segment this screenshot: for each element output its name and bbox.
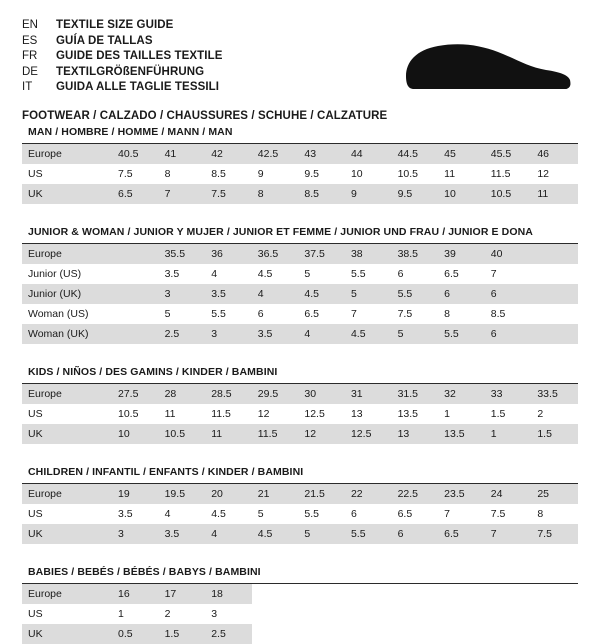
size-cell: 4 bbox=[205, 524, 252, 544]
size-cell: 9.5 bbox=[392, 184, 439, 204]
size-cell: 12.5 bbox=[345, 424, 392, 444]
size-cell: 22.5 bbox=[392, 484, 439, 504]
size-cell bbox=[112, 244, 159, 264]
size-cell bbox=[531, 264, 578, 284]
size-cell: 11.5 bbox=[252, 424, 299, 444]
size-cell: 33.5 bbox=[531, 384, 578, 404]
size-cell: 3.5 bbox=[159, 524, 206, 544]
row-label: UK bbox=[22, 184, 112, 204]
size-cell bbox=[345, 604, 392, 624]
language-code: IT bbox=[22, 81, 33, 93]
size-cell: 2 bbox=[164, 608, 171, 620]
size-cell: 5 bbox=[257, 508, 264, 520]
row-label: Europe bbox=[22, 584, 112, 604]
size-cell bbox=[345, 584, 392, 604]
language-row bbox=[22, 18, 223, 34]
language-title: GUIDA ALLE TAGLIE TESSILI bbox=[56, 81, 220, 93]
size-cell: 4.5 bbox=[257, 268, 273, 280]
size-cell bbox=[485, 584, 532, 604]
row-label: US bbox=[28, 168, 43, 180]
size-cell: 11 bbox=[531, 184, 578, 204]
size-cell: 6 bbox=[485, 324, 532, 344]
size-cell: 9.5 bbox=[304, 168, 319, 180]
size-cell: 10.5 bbox=[118, 408, 139, 420]
size-cell: 10.5 bbox=[397, 168, 418, 180]
size-cell: 9 bbox=[345, 184, 392, 204]
size-cell: 5.5 bbox=[211, 308, 226, 320]
size-cell bbox=[531, 604, 578, 624]
size-cell: 4.5 bbox=[211, 508, 226, 520]
size-table-babies bbox=[22, 584, 578, 644]
size-cell: 1 bbox=[444, 408, 450, 420]
size-cell: 36.5 bbox=[252, 244, 299, 264]
row-label: UK bbox=[22, 424, 112, 444]
size-cell: 36 bbox=[205, 244, 252, 264]
size-cell bbox=[531, 324, 578, 344]
size-cell: 19 bbox=[112, 484, 159, 504]
size-cell: 3 bbox=[112, 524, 159, 544]
size-cell bbox=[531, 624, 578, 644]
size-cell: 29.5 bbox=[252, 384, 299, 404]
size-cell: 4 bbox=[164, 508, 171, 520]
size-cell: 18 bbox=[205, 584, 252, 604]
size-cell: 27.5 bbox=[112, 384, 159, 404]
size-cell: 1.5 bbox=[159, 624, 206, 644]
group-kids bbox=[22, 366, 578, 444]
table-row bbox=[22, 384, 578, 404]
table-row bbox=[22, 184, 578, 204]
row-label: US bbox=[28, 608, 43, 620]
size-cell bbox=[392, 604, 439, 624]
language-row bbox=[22, 34, 223, 50]
size-cell: 44 bbox=[345, 144, 392, 164]
size-cell: 8 bbox=[164, 168, 171, 180]
size-cell: 32 bbox=[438, 384, 485, 404]
size-cell: 10.5 bbox=[159, 424, 206, 444]
size-cell: 24 bbox=[485, 484, 532, 504]
size-cell bbox=[112, 324, 159, 344]
size-cell: 7 bbox=[485, 524, 532, 544]
size-cell: 31.5 bbox=[392, 384, 439, 404]
size-cell: 4 bbox=[252, 284, 299, 304]
size-cell: 10 bbox=[438, 184, 485, 204]
size-cell: 1.5 bbox=[531, 424, 578, 444]
size-cell: 42 bbox=[205, 144, 252, 164]
size-cell: 5.5 bbox=[350, 268, 366, 280]
size-cell: 6 bbox=[397, 268, 404, 280]
language-code: FR bbox=[22, 50, 38, 62]
size-cell bbox=[112, 304, 159, 324]
size-cell: 6.5 bbox=[112, 184, 159, 204]
size-cell: 37.5 bbox=[298, 244, 345, 264]
size-cell bbox=[438, 584, 485, 604]
language-row bbox=[22, 49, 223, 65]
table-row bbox=[22, 144, 578, 164]
table-row bbox=[22, 504, 578, 524]
size-cell: 16 bbox=[112, 584, 159, 604]
row-label: Woman (US) bbox=[28, 308, 89, 320]
group-children bbox=[22, 466, 578, 544]
group-title: CHILDREN / INFANTIL / ENFANTS / KINDER / BAMBINI bbox=[22, 466, 578, 484]
size-cell: 12 bbox=[257, 408, 270, 420]
size-cell bbox=[438, 604, 485, 624]
row-label: UK bbox=[22, 524, 112, 544]
language-code: ES bbox=[22, 34, 38, 47]
size-cell: 11 bbox=[164, 408, 176, 420]
size-table-kids bbox=[22, 384, 578, 444]
size-cell: 4.5 bbox=[345, 324, 392, 344]
size-cell bbox=[392, 584, 439, 604]
size-cell: 8 bbox=[444, 308, 450, 320]
table-row bbox=[22, 484, 578, 504]
size-cell: 12 bbox=[298, 424, 345, 444]
size-cell bbox=[438, 624, 485, 644]
size-cell: 17 bbox=[159, 584, 206, 604]
row-label: Junior (US) bbox=[28, 268, 82, 280]
size-table-body bbox=[22, 144, 578, 204]
group-title: JUNIOR & WOMAN / JUNIOR Y MUJER / JUNIOR ET FEMME / JUNIOR UND FRAU / JUNIOR E DONA bbox=[22, 226, 578, 244]
table-row bbox=[22, 304, 578, 324]
size-cell: 9 bbox=[257, 168, 264, 180]
size-cell: 45.5 bbox=[485, 144, 532, 164]
language-row bbox=[22, 80, 223, 96]
size-table-body bbox=[22, 484, 578, 544]
size-cell: 6 bbox=[438, 284, 485, 304]
size-cell: 11.5 bbox=[490, 168, 511, 180]
size-cell: 2.5 bbox=[205, 624, 252, 644]
size-cell bbox=[298, 584, 345, 604]
size-cell: 5.5 bbox=[304, 508, 319, 520]
size-cell: 11 bbox=[205, 424, 252, 444]
size-cell bbox=[531, 244, 578, 264]
size-cell bbox=[485, 624, 532, 644]
size-cell: 45 bbox=[438, 144, 485, 164]
size-cell: 7 bbox=[490, 268, 497, 280]
language-title: TEXTILGRÖßENFÜHRUNG bbox=[56, 65, 205, 78]
size-cell: 8.5 bbox=[211, 168, 226, 180]
size-table-man bbox=[22, 144, 578, 204]
size-cell: 7 bbox=[444, 508, 450, 520]
size-cell: 41 bbox=[159, 144, 206, 164]
size-table-body bbox=[22, 584, 578, 644]
size-cell: 10 bbox=[350, 168, 363, 180]
size-cell: 6 bbox=[257, 308, 264, 320]
size-cell: 7.5 bbox=[397, 308, 413, 320]
size-cell: 38.5 bbox=[392, 244, 439, 264]
language-title: GUIDE DES TAILLES TEXTILE bbox=[56, 50, 223, 62]
table-row bbox=[22, 284, 578, 304]
size-cell: 10.5 bbox=[485, 184, 532, 204]
size-cell: 6 bbox=[485, 284, 532, 304]
size-cell bbox=[392, 624, 439, 644]
language-title-table bbox=[22, 18, 223, 96]
size-cell bbox=[298, 624, 345, 644]
size-cell: 5 bbox=[304, 268, 311, 280]
size-cell: 10 bbox=[112, 424, 159, 444]
section-title: FOOTWEAR / CALZADO / CHAUSSURES / SCHUHE / CALZATURE bbox=[22, 109, 388, 122]
size-cell: 21 bbox=[252, 484, 299, 504]
size-cell: 8.5 bbox=[298, 184, 345, 204]
size-cell: 40.5 bbox=[112, 144, 159, 164]
size-cell: 6 bbox=[392, 524, 439, 544]
size-cell bbox=[252, 624, 299, 644]
size-cell: 7.5 bbox=[490, 508, 506, 520]
size-cell: 28 bbox=[159, 384, 206, 404]
size-cell: 12.5 bbox=[304, 408, 325, 420]
table-row bbox=[22, 164, 578, 184]
row-label: Junior (UK) bbox=[22, 284, 112, 304]
language-code: DE bbox=[22, 65, 38, 78]
size-cell: 5 bbox=[392, 324, 439, 344]
size-cell bbox=[252, 584, 299, 604]
row-label: Woman (UK) bbox=[22, 324, 112, 344]
size-cell: 13.5 bbox=[397, 408, 418, 420]
language-title: TEXTILE SIZE GUIDE bbox=[56, 19, 174, 31]
size-cell: 4.5 bbox=[298, 284, 345, 304]
size-cell: 6.5 bbox=[397, 508, 413, 520]
size-cell: 44.5 bbox=[392, 144, 439, 164]
row-label: Europe bbox=[22, 244, 112, 264]
group-babies bbox=[22, 566, 578, 644]
size-cell: 13.5 bbox=[438, 424, 485, 444]
size-cell: 23.5 bbox=[438, 484, 485, 504]
language-code: EN bbox=[22, 19, 38, 31]
size-cell bbox=[112, 284, 159, 304]
size-cell: 4 bbox=[298, 324, 345, 344]
size-cell: 40 bbox=[485, 244, 532, 264]
size-cell: 3 bbox=[159, 284, 206, 304]
size-cell bbox=[531, 584, 578, 604]
size-cell: 3 bbox=[211, 608, 218, 620]
table-row bbox=[22, 604, 578, 624]
size-cell: 33 bbox=[485, 384, 532, 404]
table-row bbox=[22, 424, 578, 444]
size-table-junior-woman bbox=[22, 244, 578, 344]
size-cell bbox=[252, 604, 299, 624]
size-cell: 3.5 bbox=[164, 268, 180, 280]
size-cell: 6 bbox=[350, 508, 357, 520]
size-cell: 4 bbox=[211, 268, 218, 280]
size-cell: 8 bbox=[252, 184, 299, 204]
size-cell: 11.5 bbox=[211, 408, 231, 420]
table-row bbox=[22, 624, 578, 644]
size-cell: 39 bbox=[438, 244, 485, 264]
size-cell: 11 bbox=[444, 168, 456, 180]
table-row bbox=[22, 404, 578, 424]
group-junior-woman bbox=[22, 226, 578, 344]
table-row bbox=[22, 324, 578, 344]
size-cell: 38 bbox=[345, 244, 392, 264]
size-cell: 6.5 bbox=[444, 268, 459, 280]
size-cell: 35.5 bbox=[159, 244, 206, 264]
size-cell: 1 bbox=[485, 424, 532, 444]
row-label: US bbox=[28, 508, 43, 520]
group-title: KIDS / NIÑOS / DES GAMINS / KINDER / BAMBINI bbox=[22, 366, 578, 384]
size-cell: 46 bbox=[531, 144, 578, 164]
size-cell: 28.5 bbox=[205, 384, 252, 404]
size-cell: 8 bbox=[537, 508, 544, 520]
size-cell bbox=[298, 604, 345, 624]
table-row bbox=[22, 584, 578, 604]
size-cell: 5 bbox=[298, 524, 345, 544]
size-cell: 5 bbox=[164, 308, 171, 320]
dress-shoe-icon bbox=[394, 36, 572, 98]
document-header bbox=[22, 18, 578, 122]
size-cell: 19.5 bbox=[159, 484, 206, 504]
size-cell: 7.5 bbox=[118, 168, 133, 180]
size-cell: 1 bbox=[118, 608, 124, 620]
size-cell: 2.5 bbox=[159, 324, 206, 344]
size-cell: 7.5 bbox=[205, 184, 252, 204]
size-cell: 30 bbox=[298, 384, 345, 404]
size-cell: 31 bbox=[345, 384, 392, 404]
table-row bbox=[22, 244, 578, 264]
size-cell: 42.5 bbox=[252, 144, 299, 164]
size-cell bbox=[531, 304, 578, 324]
row-label: Europe bbox=[22, 144, 112, 164]
size-cell: 7.5 bbox=[531, 524, 578, 544]
group-man bbox=[22, 126, 578, 204]
size-cell: 12 bbox=[537, 168, 550, 180]
size-cell bbox=[531, 284, 578, 304]
size-cell: 3.5 bbox=[118, 508, 133, 520]
language-row bbox=[22, 65, 223, 81]
size-cell: 0.5 bbox=[112, 624, 159, 644]
size-cell: 3 bbox=[205, 324, 252, 344]
size-cell: 8.5 bbox=[490, 308, 506, 320]
size-cell: 20 bbox=[205, 484, 252, 504]
size-cell: 5.5 bbox=[345, 524, 392, 544]
size-cell: 6.5 bbox=[438, 524, 485, 544]
size-cell: 13 bbox=[350, 408, 363, 420]
size-cell: 7 bbox=[350, 308, 357, 320]
table-row bbox=[22, 264, 578, 284]
row-label: US bbox=[28, 408, 43, 420]
size-cell: 21.5 bbox=[298, 484, 345, 504]
size-cell: 2 bbox=[537, 408, 544, 420]
size-cell: 3.5 bbox=[252, 324, 299, 344]
table-row bbox=[22, 524, 578, 544]
size-table-children bbox=[22, 484, 578, 544]
size-cell: 7 bbox=[159, 184, 206, 204]
row-label: Europe bbox=[22, 484, 112, 504]
size-cell: 3.5 bbox=[205, 284, 252, 304]
size-cell: 1.5 bbox=[490, 408, 506, 420]
group-title: BABIES / BEBÉS / BÉBÉS / BABYS / BAMBINI bbox=[22, 566, 578, 584]
size-table-body bbox=[22, 384, 578, 444]
size-cell bbox=[345, 624, 392, 644]
language-title: GUÍA DE TALLAS bbox=[56, 34, 153, 47]
size-cell: 43 bbox=[298, 144, 345, 164]
language-title-body bbox=[22, 18, 223, 96]
size-cell: 5 bbox=[345, 284, 392, 304]
size-cell: 4.5 bbox=[252, 524, 299, 544]
size-cell: 6.5 bbox=[304, 308, 319, 320]
row-label: Europe bbox=[22, 384, 112, 404]
size-cell: 25 bbox=[531, 484, 578, 504]
size-cell: 22 bbox=[345, 484, 392, 504]
row-label: UK bbox=[22, 624, 112, 644]
size-table-body bbox=[22, 244, 578, 344]
size-cell: 13 bbox=[392, 424, 439, 444]
group-title: MAN / HOMBRE / HOMME / MANN / MAN bbox=[22, 126, 578, 144]
size-cell bbox=[112, 264, 159, 284]
size-cell: 5.5 bbox=[392, 284, 439, 304]
size-cell: 5.5 bbox=[438, 324, 485, 344]
size-cell bbox=[485, 604, 532, 624]
